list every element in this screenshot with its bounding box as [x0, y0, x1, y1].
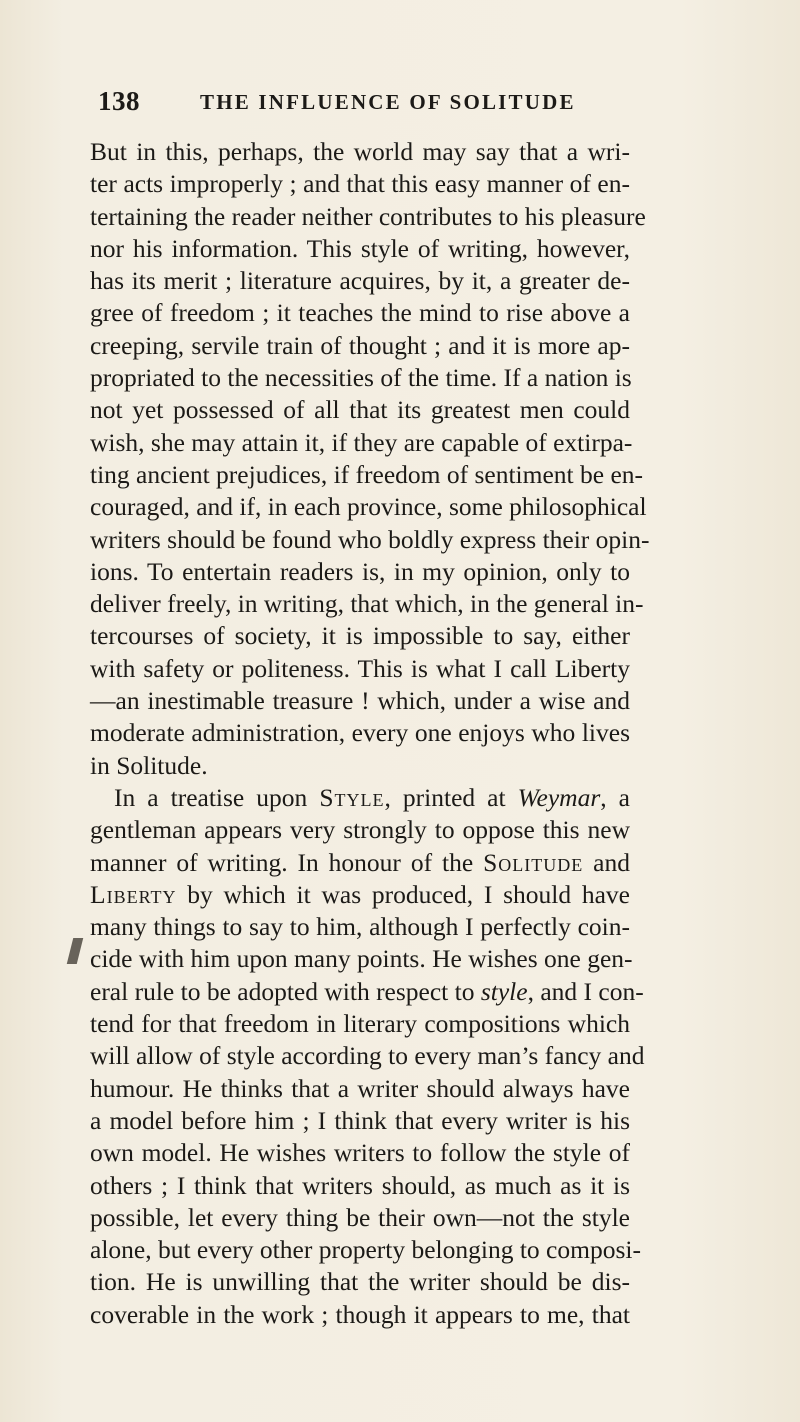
text-line: tion. He is unwilling that the writer should be dis- [90, 1267, 630, 1297]
text-line: alone, but every other property belonging to composi- [90, 1235, 641, 1265]
text-line: ions. To entertain readers is, in my opinion, only to [90, 556, 630, 586]
text-line [90, 847, 630, 879]
running-head [0, 86, 800, 122]
text-line: couraged, and if, in each province, some philosophical [90, 492, 647, 522]
text-line: propriated to the necessities of the time. If a nation is [90, 363, 632, 393]
text-line: —an inestimable treasure ! which, under a wise and [90, 686, 630, 716]
text-line: many things to say to him, although I perfectly coin- [90, 912, 630, 942]
text-line [90, 879, 630, 911]
text-line: ter acts improperly ; and that this easy manner of en- [90, 169, 630, 199]
text-line [90, 976, 644, 1008]
text-run: by which it was produced, I should have [176, 879, 630, 909]
small-caps-word: Solitude [483, 847, 584, 877]
text-line: tend for that freedom in literary compositions which [90, 1009, 630, 1039]
text-line: a model before him ; I think that every writer is his [90, 1105, 630, 1135]
text-run: manner of writing. In honour of the [90, 847, 484, 877]
text-line: creeping, servile train of thought ; and it is more ap- [90, 330, 630, 360]
text-line: not yet possessed of all that its greatest men could [90, 395, 630, 425]
text-line: nor his information. This style of writing, however, [90, 233, 630, 263]
text-line: wish, she may attain it, if they are capable of extirpa- [90, 427, 633, 457]
margin-ink-mark [67, 938, 83, 964]
text-line: own model. He wishes writers to follow the style of [90, 1138, 630, 1168]
text-line: humour. He thinks that a writer should always have [90, 1073, 630, 1103]
body-text [90, 136, 650, 1331]
text-line: gentleman appears very strongly to oppose this new [90, 815, 630, 845]
text-line: possible, let every thing be their own—not the style [90, 1202, 630, 1232]
text-line: has its merit ; literature acquires, by it, a greater de- [90, 266, 630, 296]
text-line: in Solitude. [90, 750, 208, 780]
text-line: cide with him upon many points. He wishes one gen- [90, 944, 633, 974]
page-number: 138 [98, 86, 140, 116]
text-line: coverable in the work ; though it appears to me, that [90, 1299, 630, 1329]
text-line: deliver freely, in writing, that which, in the general in- [90, 589, 644, 619]
text-line: tercourses of society, it is impossible to say, either [90, 621, 630, 651]
text-run: and [583, 847, 630, 877]
running-title: THE INFLUENCE OF SOLITUDE [200, 90, 576, 114]
small-caps-word: Style [319, 782, 385, 812]
text-line: tertaining the reader neither contributes to his pleasure [90, 201, 646, 231]
text-line [90, 782, 630, 814]
text-line: ting ancient prejudices, if freedom of sentiment be en- [90, 459, 644, 489]
italic-word: style [480, 976, 528, 1006]
text-run: , and I con- [527, 976, 644, 1006]
text-run: eral rule to be adopted with respect to [90, 976, 481, 1006]
italic-word: Weymar [517, 782, 601, 812]
text-line: will allow of style according to every man’s fancy and [90, 1041, 645, 1071]
text-run: , printed at [384, 782, 518, 812]
text-run: , a [600, 782, 630, 812]
text-line: But in this, perhaps, the world may say that a wri- [90, 137, 630, 166]
text-line: with safety or politeness. This is what I call Liberty [90, 653, 630, 683]
text-line: moderate administration, every one enjoys who lives [90, 718, 630, 748]
small-caps-word: Liberty [90, 879, 177, 909]
text-line: writers should be found who boldly express their opin- [90, 524, 650, 554]
text-run: In a treatise upon [114, 782, 320, 812]
text-line: gree of freedom ; it teaches the mind to rise above a [90, 298, 630, 328]
text-line: others ; I think that writers should, as much as it is [90, 1170, 630, 1200]
